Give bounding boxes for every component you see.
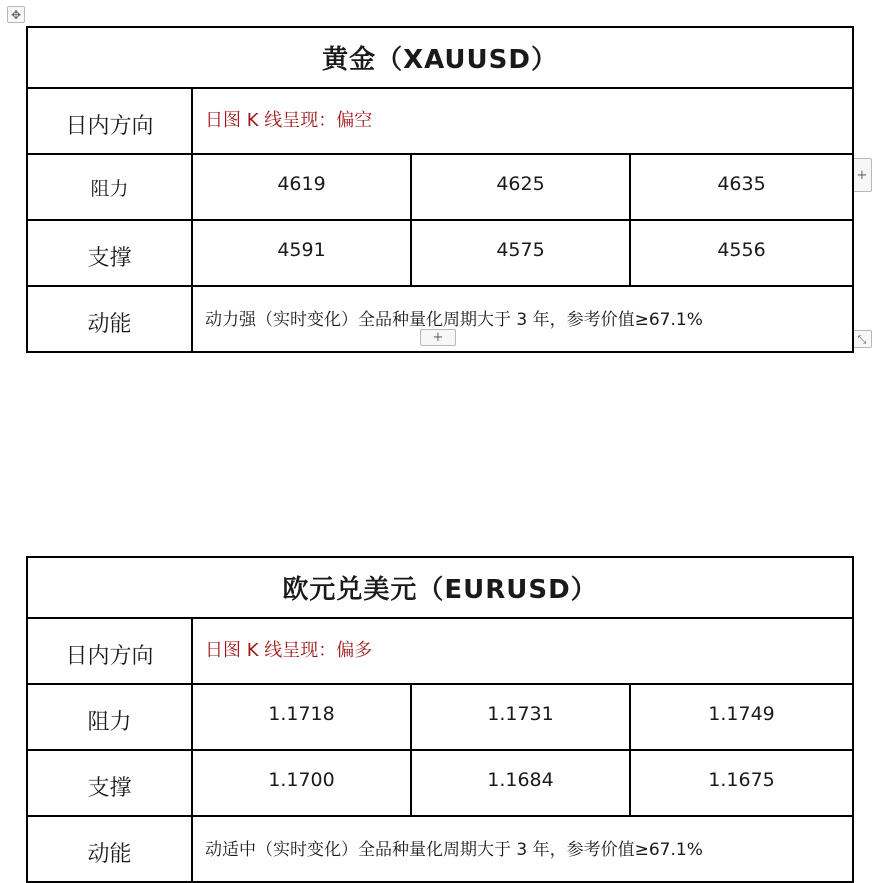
support-value-1[interactable]: 1.1700 [192,750,411,816]
momentum-value[interactable]: 动适中（实时变化）全品种量化周期大于 3 年，参考价值≥67.1% [192,816,853,882]
table-resize-icon[interactable]: ⤡ [852,330,872,348]
momentum-row [27,286,853,352]
add-column-button[interactable]: + [852,158,872,192]
support-value-1[interactable]: 4591 [192,220,411,286]
direction-value[interactable]: 日图 K 线呈现：偏多 [192,618,853,684]
table-title[interactable]: 黄金（XAUUSD） [27,27,853,88]
eurusd-quote-table [26,556,854,883]
resistance-value-2[interactable]: 4625 [411,154,630,220]
resistance-value-1[interactable]: 1.1718 [192,684,411,750]
resistance-value-2[interactable]: 1.1731 [411,684,630,750]
table-title-row [27,27,853,88]
table-title-row [27,557,853,618]
support-value-2[interactable]: 4575 [411,220,630,286]
table-move-handle-icon[interactable]: ✥ [7,6,25,23]
direction-label[interactable]: 日内方向 [27,88,192,154]
momentum-value[interactable]: 动力强（实时变化）全品种量化周期大于 3 年，参考价值≥67.1% [192,286,853,352]
gold-quote-table [26,26,854,353]
support-label[interactable]: 支撑 [27,750,192,816]
resistance-row [27,684,853,750]
momentum-label[interactable]: 动能 [27,816,192,882]
table-title[interactable]: 欧元兑美元（EURUSD） [27,557,853,618]
support-value-3[interactable]: 4556 [630,220,853,286]
direction-row [27,618,853,684]
resistance-value-3[interactable]: 1.1749 [630,684,853,750]
support-label[interactable]: 支撑 [27,220,192,286]
direction-row [27,88,853,154]
add-row-button[interactable]: + [420,329,456,346]
momentum-label[interactable]: 动能 [27,286,192,352]
resistance-label[interactable]: 阻力 [27,154,192,220]
support-value-2[interactable]: 1.1684 [411,750,630,816]
resistance-row [27,154,853,220]
support-row [27,220,853,286]
momentum-row [27,816,853,882]
resistance-label[interactable]: 阻力 [27,684,192,750]
resistance-value-1[interactable]: 4619 [192,154,411,220]
support-value-3[interactable]: 1.1675 [630,750,853,816]
direction-label[interactable]: 日内方向 [27,618,192,684]
direction-value[interactable]: 日图 K 线呈现：偏空 [192,88,853,154]
resistance-value-3[interactable]: 4635 [630,154,853,220]
support-row [27,750,853,816]
